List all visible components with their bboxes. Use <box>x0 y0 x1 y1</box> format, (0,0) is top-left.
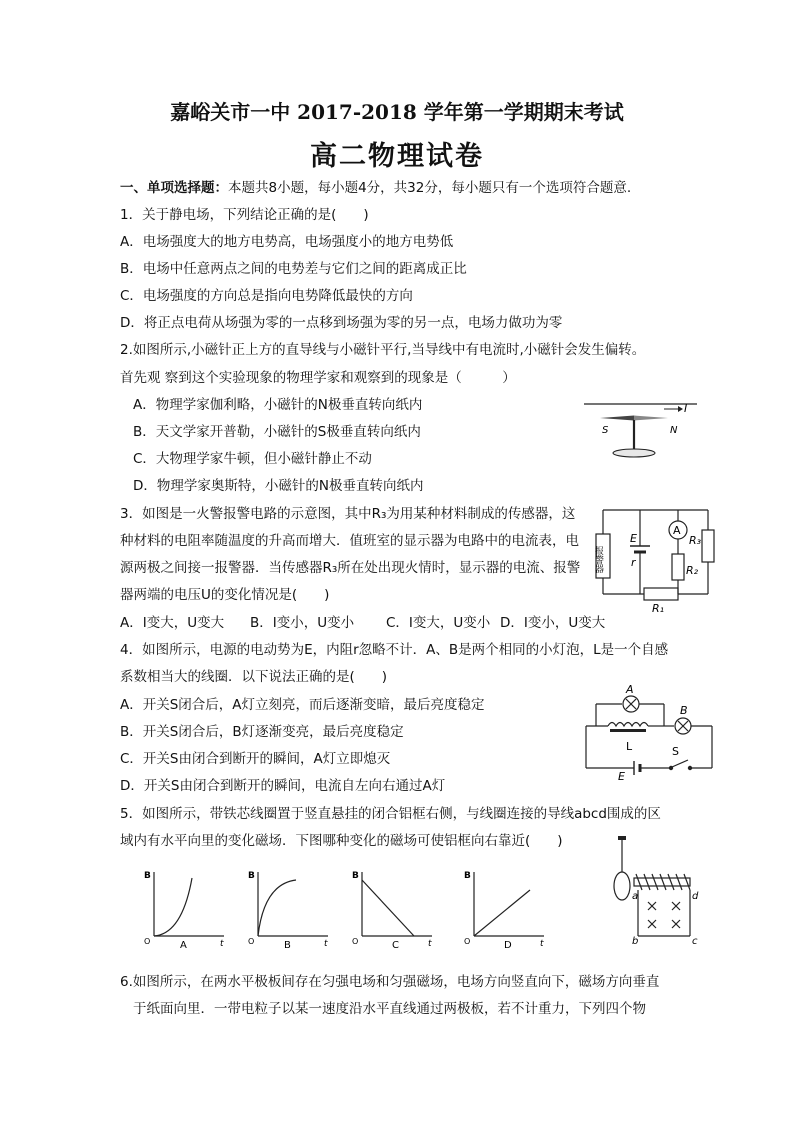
q5-graph-d-ylabel: B <box>464 871 471 881</box>
q1-stem: 1．关于静电场，下列结论正确的是( ) <box>120 207 369 223</box>
q3-r-label: r <box>631 556 636 569</box>
q3-alarm-label: 报警器 <box>593 546 603 573</box>
q5-graph-b-xlabel: t <box>324 939 328 949</box>
q5-graph-a-xlabel: t <box>220 939 224 949</box>
q4-option-c: C．开关S由闭合到断开的瞬间，A灯立即熄灭 <box>120 751 391 767</box>
q3-option-d: D．I变小，U变大 <box>500 615 606 631</box>
q5-graph-c-ylabel: B <box>352 871 359 881</box>
q2-compass-figure <box>582 392 702 464</box>
q4-stem-line1: 4．如图所示，电源的电动势为E，内阻r忽略不计．A、B是两个相同的小灯泡，L是一个自感 <box>120 642 669 658</box>
q3-option-a: A．I变大，U变大 <box>120 615 225 631</box>
q5-graph-d-label: D <box>504 940 512 950</box>
q3-emf-label: E <box>630 532 637 545</box>
q2-current-label: I <box>684 402 688 415</box>
q5-corner-a: a <box>632 891 639 902</box>
q3-option-c: C．I变大，U变小 <box>386 615 491 631</box>
q5-graph-b-ylabel: B <box>248 871 255 881</box>
q5-graph-a <box>140 866 230 950</box>
q5-corner-d: d <box>692 891 699 902</box>
q4-inductor-circuit <box>580 684 720 782</box>
paper-subtitle: 高二物理试卷 <box>310 141 484 172</box>
q5-coil-frame-figure <box>604 836 700 946</box>
q1-option-c: C．电场强度的方向总是指向电势降低最快的方向 <box>120 288 413 304</box>
q2-stem-line2: 首先观 察到这个实验现象的物理学家和观察到的现象是（ ） <box>120 370 516 386</box>
q5-graph-b-origin: O <box>248 937 255 946</box>
q5-graph-d <box>460 866 550 950</box>
q5-graph-c-label: C <box>392 940 399 950</box>
q4-stem-line2: 系数相当大的线圈．以下说法正确的是( ) <box>120 669 388 685</box>
q4-emf-label: E <box>618 770 625 782</box>
section-heading <box>120 179 631 197</box>
q5-stem-line2: 域内有水平向里的变化磁场．下图哪种变化的磁场可使铝框向右靠近( ) <box>120 833 563 849</box>
q4-option-b: B．开关S闭合后，B灯逐渐变亮，最后亮度稳定 <box>120 724 404 740</box>
q4-option-d: D．开关S由闭合到断开的瞬间，电流自左向右通过A灯 <box>120 778 446 794</box>
section-intro: 本题共8小题，每小题4分，共32分，每小题只有一个选项符合题意. <box>228 180 632 196</box>
q5-stem-line1: 5．如图所示，带铁芯线圈置于竖直悬挂的闭合铝框右侧，与线圈连接的导线abcd围成的区 <box>120 806 661 822</box>
q5-corner-c: c <box>692 936 698 946</box>
section-heading-label: 一、单项选择题： <box>120 180 228 196</box>
q5-graph-d-origin: O <box>464 937 471 946</box>
q5-graph-b <box>244 866 334 950</box>
q3-stem-line2: 种材料的电阻率随温度的升高而增大．值班室的显示器为电路中的电流表，电 <box>120 533 579 549</box>
q5-graph-b-label: B <box>284 940 291 950</box>
q5-graph-a-label: A <box>180 940 187 950</box>
q5-graph-c <box>348 866 438 950</box>
q6-stem-line2: 于纸面向里．一带电粒子以某一速度沿水平直线通过两极板，若不计重力，下列四个物 <box>133 1001 646 1017</box>
q5-graph-c-origin: O <box>352 937 359 946</box>
q3-alarm-circuit <box>592 502 722 614</box>
q3-stem-line4: 器两端的电压U的变化情况是( ) <box>120 587 330 603</box>
q2-option-b: B．天文学家开普勒，小磁针的S极垂直转向纸内 <box>133 424 421 440</box>
q3-option-b: B．I变小，U变小 <box>250 615 355 631</box>
q2-option-a: A．物理学家伽利略，小磁针的N极垂直转向纸内 <box>133 397 423 413</box>
q4-lamp-b-label: B <box>680 704 688 717</box>
q4-inductor-label: L <box>626 740 633 753</box>
q6-stem-line1: 6.如图所示，在两水平极板间存在匀强电场和匀强磁场，电场方向竖直向下，磁场方向垂直 <box>120 974 660 990</box>
q3-ammeter-label: A <box>673 524 681 537</box>
q3-r2-label: R₂ <box>686 564 699 577</box>
exam-title: 嘉峪关市一中 2017-2018 学年第一学期期末考试 <box>170 100 624 124</box>
q4-option-a: A．开关S闭合后，A灯立刻亮，而后逐渐变暗，最后亮度稳定 <box>120 697 485 713</box>
q2-n-label: N <box>670 425 678 436</box>
q1-option-b: B．电场中任意两点之间的电势差与它们之间的距离成正比 <box>120 261 467 277</box>
q5-graph-d-xlabel: t <box>540 939 544 949</box>
q1-option-d: D．将正点电荷从场强为零的一点移到场强为零的另一点，电场力做功为零 <box>120 315 563 331</box>
q3-r1-label: R₁ <box>652 602 665 614</box>
q3-r3-label: R₃ <box>689 534 702 547</box>
q1-option-a: A．电场强度大的地方电势高，电场强度小的地方电势低 <box>120 234 454 250</box>
q2-stem-line1: 2.如图所示,小磁针正上方的直导线与小磁针平行,当导线中有电流时,小磁针会发生偏转。 <box>120 342 646 358</box>
q5-graph-a-ylabel: B <box>144 871 151 881</box>
q5-corner-b: b <box>632 936 639 946</box>
q5-graph-c-xlabel: t <box>428 939 432 949</box>
q2-option-d: D．物理学家奥斯特，小磁针的N极垂直转向纸内 <box>133 478 424 494</box>
q2-option-c: C．大物理学家牛顿，但小磁针静止不动 <box>133 451 372 467</box>
q5-graph-a-origin: O <box>144 937 151 946</box>
q4-lamp-a-label: A <box>626 684 634 696</box>
q4-switch-label: S <box>672 745 679 758</box>
q2-s-label: S <box>602 425 609 436</box>
q3-stem-line3: 源两极之间接一报警器．当传感器R₃所在处出现火情时，显示器的电流、报警 <box>120 560 581 576</box>
q3-stem-line1: 3．如图是一火警报警电路的示意图，其中R₃为用某种材料制成的传感器，这 <box>120 506 576 522</box>
